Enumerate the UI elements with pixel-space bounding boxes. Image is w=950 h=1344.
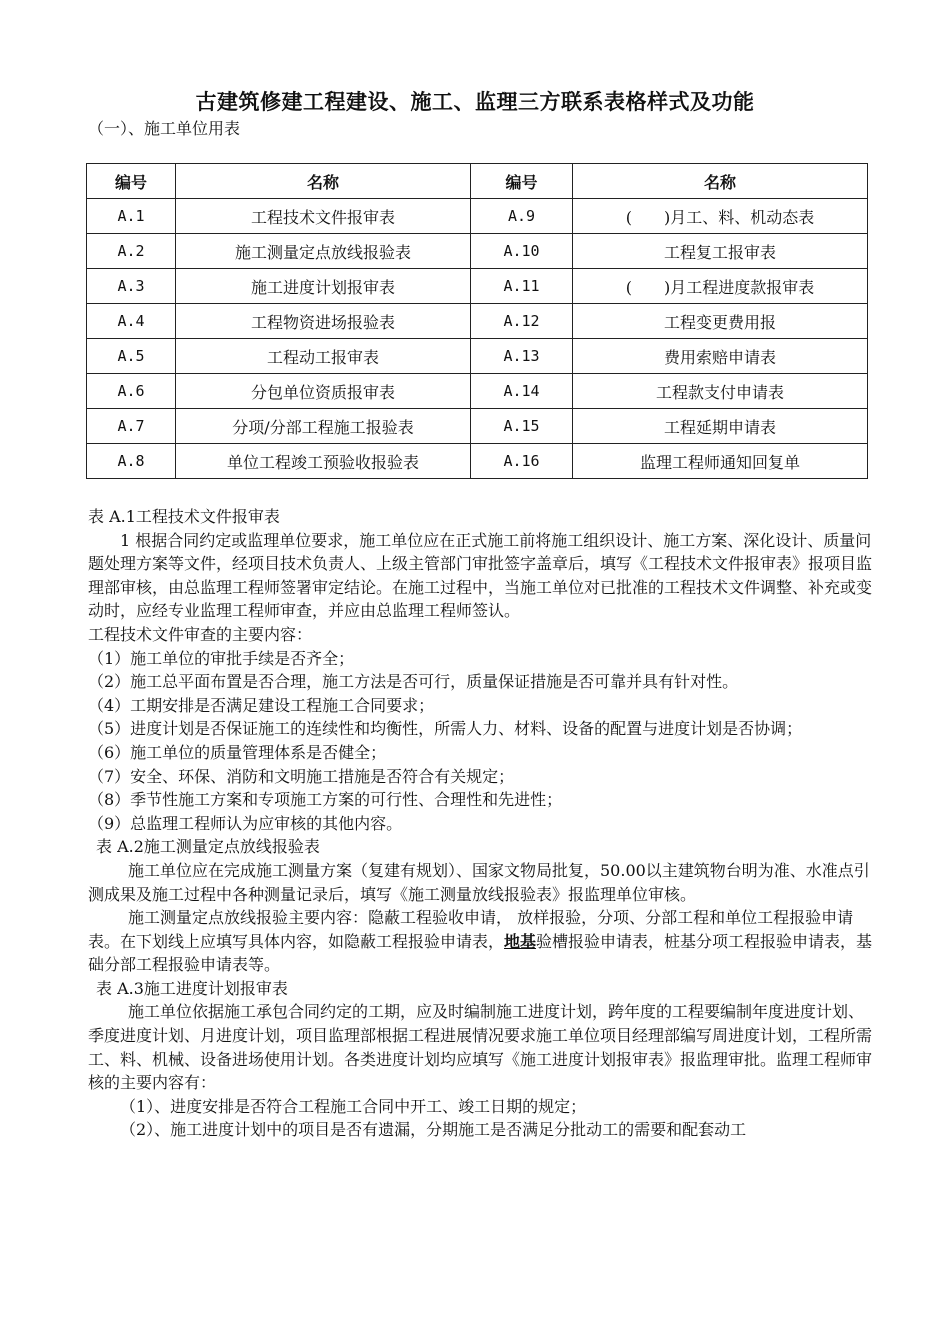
list-item: （2）、施工进度计划中的项目是否有遗漏，分期施工是否满足分批动工的需要和配套动工 (120, 1120, 747, 1140)
list-item: （8）季节性施工方案和专项施工方案的可行性、合理性和先进性； (88, 790, 563, 810)
form-name: ( )月工、料、机动态表 (573, 199, 868, 234)
table-header-row (87, 164, 868, 199)
document-body (88, 505, 878, 1142)
header-name: 名称 (573, 164, 868, 199)
form-name: 施工测量定点放线报验表 (176, 234, 471, 269)
form-code: A.15 (471, 409, 573, 444)
form-code: A.2 (87, 234, 176, 269)
paragraph-a2-1: 施工单位应在完成施工测量方案（复建有规划）、国家文物局批复，50.00以主建筑物台明为准、水准点引测成果及施工过程中各种测量记录后，填写《施工测量放线报验表》报监理单位审核。 (88, 860, 870, 904)
header-code: 编号 (471, 164, 573, 199)
list-item: （1）、进度安排是否符合工程施工合同中开工、竣工日期的规定； (120, 1096, 587, 1116)
form-name: 工程动工报审表 (176, 339, 471, 374)
form-name: 监理工程师通知回复单 (573, 444, 868, 479)
list-item: （9）总监理工程师认为应审核的其他内容。 (88, 813, 403, 833)
form-name: 单位工程竣工预验收报验表 (176, 444, 471, 479)
table-row (87, 409, 868, 444)
form-code: A.11 (471, 269, 573, 304)
table-row (87, 374, 868, 409)
form-name: 分项/分部工程施工报验表 (176, 409, 471, 444)
form-name: 工程延期申请表 (573, 409, 868, 444)
table-row (87, 269, 868, 304)
section-heading-a3: 表 A.3施工进度计划报审表 (96, 978, 288, 998)
form-code: A.16 (471, 444, 573, 479)
forms-table (86, 163, 868, 479)
form-code: A.8 (87, 444, 176, 479)
table-row (87, 444, 868, 479)
form-name: 工程复工报审表 (573, 234, 868, 269)
section-subtitle: （一）、施工单位用表 (88, 119, 241, 138)
table-row (87, 199, 868, 234)
form-name: 费用索赔申请表 (573, 339, 868, 374)
list-item: （4）工期安排是否满足建设工程施工合同要求； (88, 695, 435, 715)
table-row (87, 304, 868, 339)
form-name: 工程物资进场报验表 (176, 304, 471, 339)
list-item: （7）安全、环保、消防和文明施工措施是否符合有关规定； (88, 766, 515, 786)
header-code: 编号 (87, 164, 176, 199)
table-row (87, 339, 868, 374)
list-heading-a1: 工程技术文件审查的主要内容： (88, 624, 313, 644)
form-name: 工程款支付申请表 (573, 374, 868, 409)
list-item: （1）施工单位的审批手续是否齐全； (88, 648, 355, 668)
form-name: ( )月工程进度款报审表 (573, 269, 868, 304)
form-code: A.9 (471, 199, 573, 234)
form-code: A.1 (87, 199, 176, 234)
form-code: A.3 (87, 269, 176, 304)
paragraph-a2-2 (88, 906, 878, 977)
form-code: A.14 (471, 374, 573, 409)
paragraph-text: 验槽报验申请表，桩基分项工程报验申请表，基础分部工程报验申请表等。 (88, 931, 873, 975)
table-row (87, 234, 868, 269)
form-code: A.6 (87, 374, 176, 409)
document-title: 古建筑修建工程建设、施工、监理三方联系表格样式及功能 (195, 89, 755, 114)
form-name: 分包单位资质报审表 (176, 374, 471, 409)
form-code: A.4 (87, 304, 176, 339)
form-code: A.5 (87, 339, 176, 374)
paragraph-a3: 施工单位依据施工承包合同约定的工期，应及时编制施工进度计划，跨年度的工程要编制年度进度计划、季度进度计划、月进度计划，项目监理部根据工程进展情况要求施工单位项目经理部编写周进度计划，工程所需工、料、机械、设备进场使用计划。各类进度计划均应填写《施工进度计划报审表》报监理审批。监理工程师审核的主要内容有： (88, 1002, 873, 1093)
section-heading-a2: 表 A.2施工测量定点放线报验表 (96, 837, 320, 857)
form-code: A.12 (471, 304, 573, 339)
form-name: 工程技术文件报审表 (176, 199, 471, 234)
list-item: （5）进度计划是否保证施工的连续性和均衡性，所需人力、材料、设备的配置与进度计划是否协调； (88, 719, 803, 739)
form-code: A.10 (471, 234, 573, 269)
underlined-term: 地基 (504, 931, 537, 951)
paragraph-text: 施工测量定点放线报验主要内容：隐蔽工程验收申请， 放样报验，分项、分部工程和单位工程报验申请表。在下划线上应填写具体内容，如隐蔽工程报验申请表， (88, 908, 854, 951)
section-heading-a1: 表 A.1工程技术文件报审表 (88, 507, 280, 526)
form-name: 施工进度计划报审表 (176, 269, 471, 304)
header-name: 名称 (176, 164, 471, 199)
form-code: A.13 (471, 339, 573, 374)
form-code: A.7 (87, 409, 176, 444)
form-name: 工程变更费用报 (573, 304, 868, 339)
list-item: （2）施工总平面布置是否合理，施工方法是否可行，质量保证措施是否可靠并具有针对性。 (88, 672, 739, 692)
paragraph-a1: 1 根据合同约定或监理单位要求，施工单位应在正式施工前将施工组织设计、施工方案、深化设计、质量问题处理方案等文件，经项目技术负责人、上级主管部门审批签字盖章后，填写《工程技术文件报审表》报项目监理部审核，由总监理工程师签署审定结论。在施工过程中，当施工单位对已批准的工程技术文件调整、补充或变动时，应经专业监理工程师审查，并应由总监理工程师签认。 (88, 530, 873, 621)
list-item: （6）施工单位的质量管理体系是否健全； (88, 742, 387, 762)
